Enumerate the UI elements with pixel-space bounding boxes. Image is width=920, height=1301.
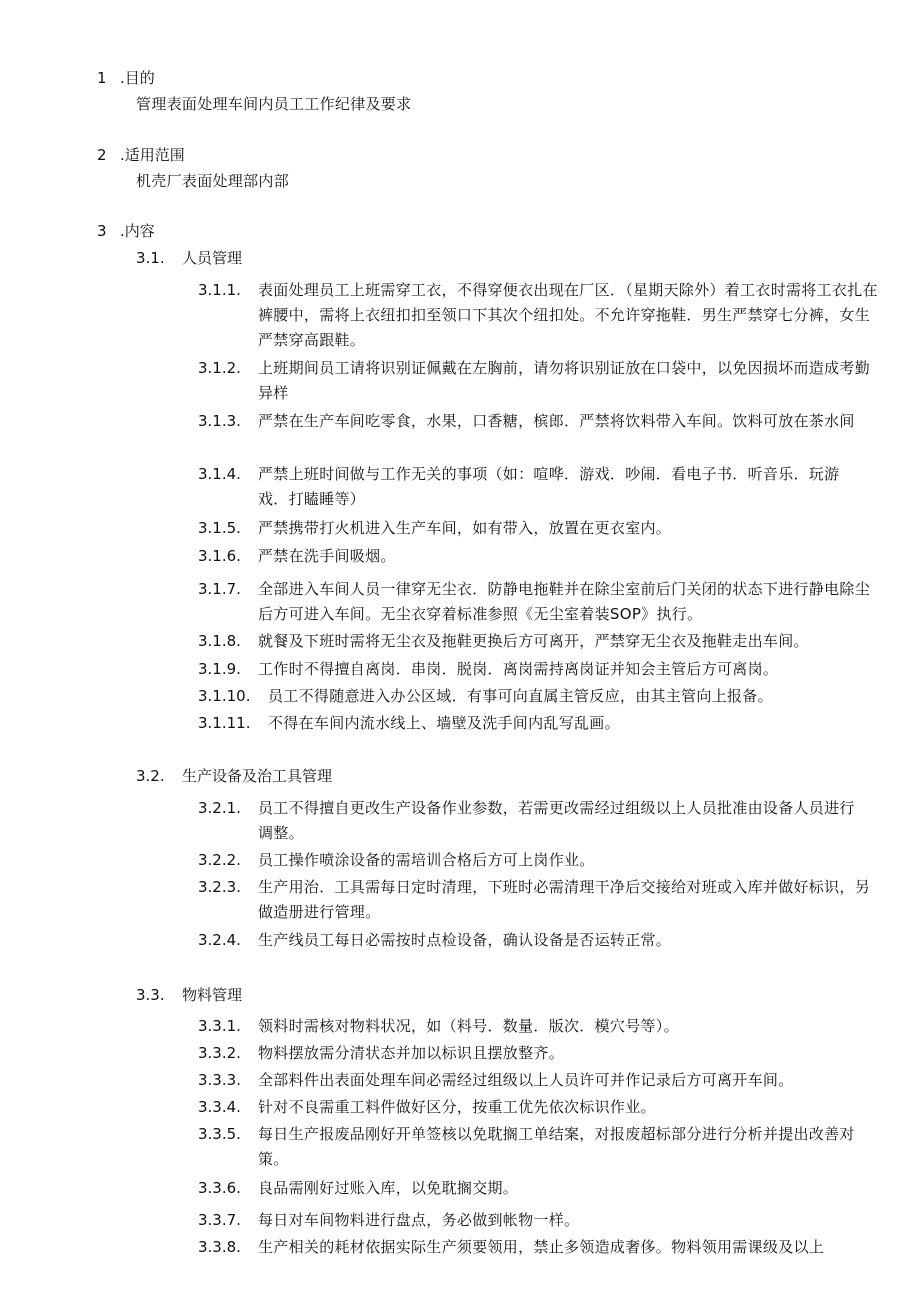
item-3-2-2-number: 3.2.2. [198, 851, 241, 869]
item-3-1-6-text: 严禁在洗手间吸烟。 [258, 547, 396, 565]
item-3-1-5-number: 3.1.5. [198, 519, 241, 537]
item-3-3-8-text: 生产相关的耗材依据实际生产须要领用，禁止多领造成奢侈。物料领用需课级及以上 [258, 1238, 825, 1256]
item-3-1-11-text: 不得在车间内流水线上、墙壁及洗手间内乱写乱画。 [268, 714, 620, 732]
item-3-1-1-number: 3.1.1. [198, 281, 241, 299]
section-3-number: 3 [97, 222, 107, 240]
item-3-2-4-number: 3.2.4. [198, 931, 241, 949]
subsection-3-3-title: 物料管理 [182, 986, 243, 1004]
item-3-2-3-number: 3.2.3. [198, 878, 241, 896]
item-3-2-4-text: 生产线员工每日必需按时点检设备，确认设备是否运转正常。 [258, 931, 672, 949]
item-3-1-7-number: 3.1.7. [198, 580, 241, 598]
item-3-3-4-text: 针对不良需重工料件做好区分，按重工优先依次标识作业。 [258, 1098, 656, 1116]
section-1-title: .目的 [120, 69, 155, 87]
item-3-3-5-text: 每日生产报废品刚好开单签核以免耽搁工单结案，对报废超标部分进行分析并提出改善对策。 [258, 1125, 855, 1168]
section-2-body: 机壳厂表面处理部内部 [136, 172, 290, 190]
section-1-body: 管理表面处理车间内员工工作纪律及要求 [136, 95, 412, 113]
item-3-1-5-text: 严禁携带打火机进入生产车间，如有带入，放置在更衣室内。 [258, 519, 672, 537]
item-3-1-1-text: 表面处理员工上班需穿工衣，不得穿便衣出现在厂区．（星期天除外）着工衣时需将工衣扎在裤腰中，需将上衣纽扣扣至领口下其次个纽扣处。不允许穿拖鞋．男生严禁穿七分裤，女生严禁穿高跟鞋。 [258, 281, 878, 349]
subsection-3-1-title: 人员管理 [182, 249, 243, 267]
item-3-2-2-text: 员工操作喷涂设备的需培训合格后方可上岗作业。 [258, 851, 595, 869]
item-3-1-11-number: 3.1.11. [198, 714, 251, 732]
item-3-1-10-number: 3.1.10. [198, 687, 251, 705]
item-3-1-2-number: 3.1.2. [198, 359, 241, 377]
item-3-1-9-number: 3.1.9. [198, 660, 241, 678]
item-3-3-5-number: 3.3.5. [198, 1125, 241, 1143]
item-3-3-3-number: 3.3.3. [198, 1071, 241, 1089]
section-1-number: 1 [97, 69, 107, 87]
section-2-title: .适用范围 [120, 146, 185, 164]
item-3-3-1-number: 3.3.1. [198, 1017, 241, 1035]
item-3-1-4-text: 严禁上班时间做与工作无关的事项（如：喧哗．游戏．吵闹．看电子书．听音乐．玩游戏．打瞌睡等） [258, 465, 840, 508]
item-3-2-1-number: 3.2.1. [198, 799, 241, 817]
item-3-1-8-number: 3.1.8. [198, 632, 241, 650]
subsection-3-3-number: 3.3. [136, 986, 165, 1004]
subsection-3-2-number: 3.2. [136, 767, 165, 785]
item-3-1-3-text: 严禁在生产车间吃零食，水果，口香糖，槟郎．严禁将饮料带入车间。饮料可放在茶水间 [258, 412, 855, 430]
item-3-3-6-number: 3.3.6. [198, 1179, 241, 1197]
item-3-1-8-text: 就餐及下班时需将无尘衣及拖鞋更换后方可离开，严禁穿无尘衣及拖鞋走出车间。 [258, 632, 809, 650]
item-3-1-3-number: 3.1.3. [198, 412, 241, 430]
item-3-3-6-text: 良品需刚好过账入库，以免耽搁交期。 [258, 1179, 519, 1197]
item-3-1-2-text: 上班期间员工请将识别证佩戴在左胸前，请勿将识别证放在口袋中，以免因损坏而造成考勤异样 [258, 359, 871, 402]
item-3-3-4-number: 3.3.4. [198, 1098, 241, 1116]
item-3-1-9-text: 工作时不得擅自离岗．串岗．脱岗．离岗需持离岗证并知会主管后方可离岗。 [258, 660, 779, 678]
item-3-3-8-number: 3.3.8. [198, 1238, 241, 1256]
item-3-3-7-number: 3.3.7. [198, 1211, 241, 1229]
item-3-3-2-text: 物料摆放需分清状态并加以标识且摆放整齐。 [258, 1044, 565, 1062]
item-3-2-3-text: 生产用治．工具需每日定时清理，下班时必需清理干净后交接给对班或入库并做好标识，另做造册进行管理。 [258, 878, 871, 921]
item-3-1-7-text: 全部进入车间人员一律穿无尘衣．防静电拖鞋并在除尘室前后门关闭的状态下进行静电除尘后方可进入车间。无尘衣穿着标准参照《无尘室着装SOP》执行。 [258, 580, 871, 623]
item-3-3-1-text: 领料时需核对物料状况，如（料号．数量．版次．模穴号等）。 [258, 1017, 679, 1035]
item-3-1-4-number: 3.1.4. [198, 465, 241, 483]
subsection-3-2-title: 生产设备及治工具管理 [182, 767, 333, 785]
section-2-number: 2 [97, 146, 107, 164]
item-3-1-10-text: 员工不得随意进入办公区域．有事可向直属主管反应，由其主管向上报备。 [268, 687, 773, 705]
item-3-3-7-text: 每日对车间物料进行盘点，务必做到帐物一样。 [258, 1211, 580, 1229]
item-3-3-2-number: 3.3.2. [198, 1044, 241, 1062]
item-3-3-3-text: 全部料件出表面处理车间必需经过组级以上人员许可并作记录后方可离开车间。 [258, 1071, 794, 1089]
item-3-1-6-number: 3.1.6. [198, 547, 241, 565]
subsection-3-1-number: 3.1. [136, 249, 165, 267]
section-3-title: .内容 [120, 222, 155, 240]
item-3-2-1-text: 员工不得擅自更改生产设备作业参数，若需更改需经过组级以上人员批准由设备人员进行调整。 [258, 799, 855, 842]
